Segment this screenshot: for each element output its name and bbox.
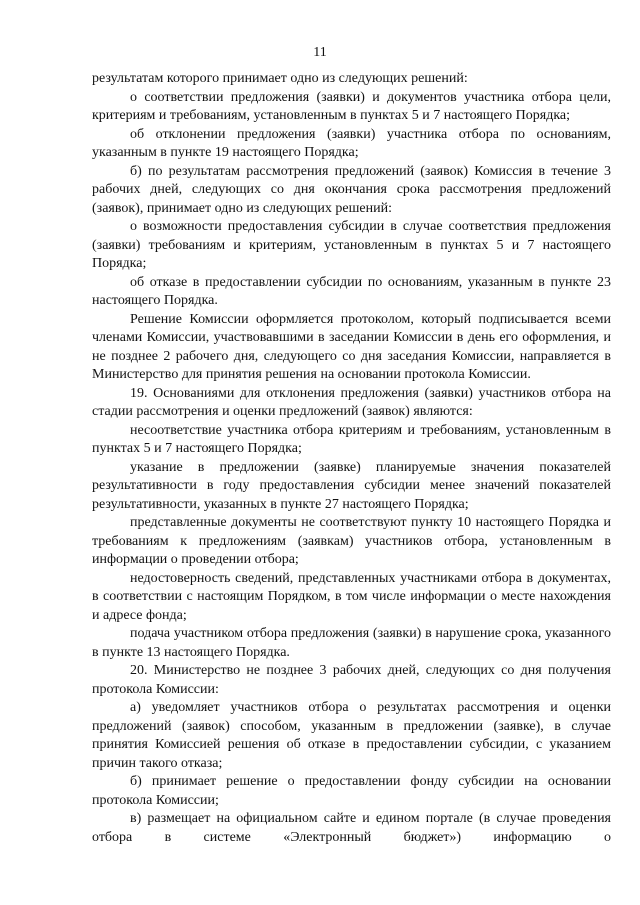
paragraph: результатам которого принимает одно из следующих решений:: [92, 71, 468, 86]
paragraph: а) уведомляет участников отбора о результатах рассмотрения и оценки предложений (заявок) способом, указанным в предложении (заявке), в случае принятия Комиссией решения об отказе в предоставлении субсидии, с указанием причин такого отказа;: [92, 700, 611, 771]
paragraph: б) принимает решение о предоставлении фонду субсидии на основании протокола Комиссии;: [92, 774, 611, 808]
paragraph: несоответствие участника отбора критериям и требованиям, установленным в пунктах 5 и 7 настоящего Порядка;: [92, 422, 611, 456]
paragraph: указание в предложении (заявке) планируемые значения показателей результативности в году предоставления субсидии менее значений показателей результативности, указанных в пункте 27 настоящего Порядка;: [92, 459, 611, 512]
paragraph: об отклонении предложения (заявки) участника отбора по основаниям, указанным в пункте 19 настоящего Порядка;: [92, 126, 611, 160]
paragraph: б) по результатам рассмотрения предложений (заявок) Комиссия в течение 3 рабочих дней, следующих со дня окончания срока рассмотрения предложений (заявок), принимает одно из следующих решений:: [92, 163, 611, 216]
page-number: 11: [313, 45, 327, 60]
paragraph: представленные документы не соответствуют пункту 10 настоящего Порядка и требованиям к предложениям (заявкам) участников отбора, установленным в информации о проведении отбора;: [92, 515, 611, 567]
paragraph: о возможности предоставления субсидии в случае соответствия предложения (заявки) требованиям и критериям, установленным в пунктах 5 и 7 настоящего Порядка;: [92, 219, 611, 271]
paragraph: об отказе в предоставлении субсидии по основаниям, указанным в пункте 23 настоящего Порядка.: [92, 274, 611, 308]
paragraph: 19. Основаниями для отклонения предложения (заявки) участников отбора на стадии рассмотрения и оценки предложений (заявок) являются:: [92, 385, 611, 419]
paragraph: Решение Комиссии оформляется протоколом, который подписывается всеми членами Комиссии, участвовавшими в заседании Комиссии в день его оформления, и не позднее 2 рабочего дня, следующего со дня заседания Комиссии, направляется в Министерство для принятия решения на основании протокола Комиссии.: [92, 311, 611, 382]
paragraph: недостоверность сведений, представленных участниками отбора в документах, в соответствии с настоящим Порядком, в том числе информации о месте нахождения и адресе фонда;: [92, 570, 611, 623]
paragraph: о соответствии предложения (заявки) и документов участника отбора цели, критериям и требованиям, установленным в пунктах 5 и 7 настоящего Порядка;: [92, 89, 611, 123]
document-body: [92, 70, 611, 847]
paragraph: подача участником отбора предложения (заявки) в нарушение срока, указанного в пункте 13 настоящего Порядка.: [92, 626, 611, 660]
paragraph: в) размещает на официальном сайте и едином портале (в случае проведения отбора в системе «Электронный бюджет») информацию о: [92, 811, 611, 845]
paragraph: 20. Министерство не позднее 3 рабочих дней, следующих со дня получения протокола Комиссии:: [92, 663, 611, 697]
